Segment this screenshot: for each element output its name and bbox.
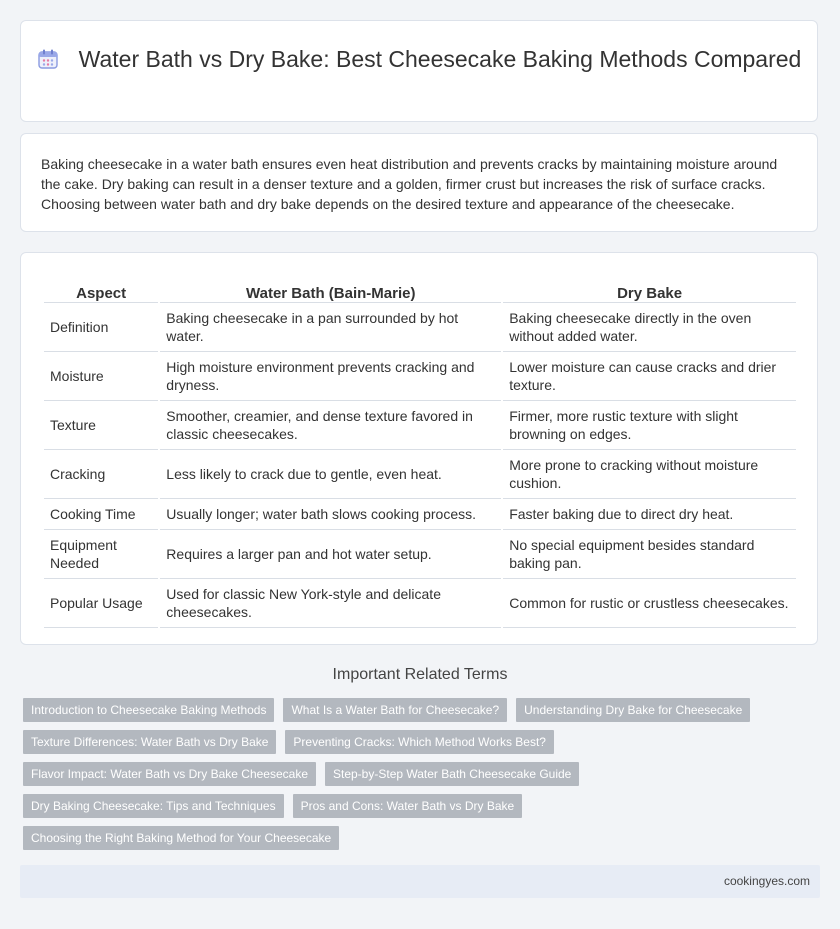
tag-row — [23, 762, 803, 786]
tag-row — [23, 730, 803, 754]
aspect-cell: Texture — [44, 401, 158, 450]
tag-row — [23, 794, 803, 818]
dry-bake-cell: No special equipment besides standard baking pan. — [503, 530, 796, 579]
related-term-tag[interactable]: Pros and Cons: Water Bath vs Dry Bake — [293, 794, 523, 818]
header-water-bath: Water Bath (Bain-Marie) — [160, 273, 501, 303]
dry-bake-cell: Lower moisture can cause cracks and drier texture. — [503, 352, 796, 401]
related-term-tag[interactable]: Preventing Cracks: Which Method Works Best? — [285, 730, 554, 754]
footer-site-link[interactable]: cookingyes.com — [723, 874, 810, 888]
comparison-table-card — [20, 252, 818, 645]
water-bath-cell: High moisture environment prevents cracking and dryness. — [160, 352, 501, 401]
intro-paragraph: Baking cheesecake in a water bath ensures even heat distribution and prevents cracks by maintaining moisture around the cake. Dry baking can result in a denser texture and a golden, firmer crust but increases the risk of surface cracks. Choosing between water bath and dry bake depends on the desired texture and appearance of the cheesecake. — [41, 156, 778, 212]
related-terms-title: Important Related Terms — [332, 666, 508, 683]
related-term-tag[interactable]: Understanding Dry Bake for Cheesecake — [516, 698, 750, 722]
related-terms-list — [23, 698, 803, 858]
aspect-cell: Definition — [44, 303, 158, 352]
intro-card — [20, 133, 818, 232]
dry-bake-cell: Faster baking due to direct dry heat. — [503, 499, 796, 530]
table-row — [44, 401, 796, 450]
page-title: Water Bath vs Dry Bake: Best Cheesecake Baking Methods Compared — [78, 46, 802, 72]
footer — [20, 865, 820, 898]
header-dry-bake: Dry Bake — [503, 273, 796, 303]
dry-bake-cell: Common for rustic or crustless cheesecakes. — [503, 579, 796, 628]
related-term-tag[interactable]: Choosing the Right Baking Method for Your Cheesecake — [23, 826, 339, 850]
table-row — [44, 499, 796, 530]
related-term-tag[interactable]: What Is a Water Bath for Cheesecake? — [283, 698, 507, 722]
related-term-tag[interactable]: Flavor Impact: Water Bath vs Dry Bake Cheesecake — [23, 762, 316, 786]
water-bath-cell: Smoother, creamier, and dense texture favored in classic cheesecakes. — [160, 401, 501, 450]
table-row — [44, 530, 796, 579]
related-term-tag[interactable]: Dry Baking Cheesecake: Tips and Techniques — [23, 794, 284, 818]
table-row — [44, 450, 796, 499]
water-bath-cell: Less likely to crack due to gentle, even heat. — [160, 450, 501, 499]
aspect-cell: Cooking Time — [44, 499, 158, 530]
page-title-wrap — [21, 45, 817, 74]
table-row — [44, 579, 796, 628]
water-bath-cell: Usually longer; water bath slows cooking process. — [160, 499, 501, 530]
water-bath-cell: Requires a larger pan and hot water setup. — [160, 530, 501, 579]
tag-row — [23, 826, 803, 850]
comparison-table — [42, 273, 798, 628]
aspect-cell: Popular Usage — [44, 579, 158, 628]
title-card — [20, 20, 818, 122]
table-row — [44, 352, 796, 401]
related-term-tag[interactable]: Step-by-Step Water Bath Cheesecake Guide — [325, 762, 579, 786]
aspect-cell: Equipment Needed — [44, 530, 158, 579]
header-aspect: Aspect — [44, 273, 158, 303]
dry-bake-cell: Baking cheesecake directly in the oven without added water. — [503, 303, 796, 352]
water-bath-cell: Used for classic New York-style and delicate cheesecakes. — [160, 579, 501, 628]
table-header-row — [44, 273, 796, 303]
table-row — [44, 303, 796, 352]
aspect-cell: Moisture — [44, 352, 158, 401]
tag-row — [23, 698, 803, 722]
dry-bake-cell: Firmer, more rustic texture with slight browning on edges. — [503, 401, 796, 450]
dry-bake-cell: More prone to cracking without moisture cushion. — [503, 450, 796, 499]
water-bath-cell: Baking cheesecake in a pan surrounded by hot water. — [160, 303, 501, 352]
calendar-icon — [37, 48, 59, 70]
related-term-tag[interactable]: Texture Differences: Water Bath vs Dry Bake — [23, 730, 276, 754]
related-term-tag[interactable]: Introduction to Cheesecake Baking Methods — [23, 698, 274, 722]
aspect-cell: Cracking — [44, 450, 158, 499]
